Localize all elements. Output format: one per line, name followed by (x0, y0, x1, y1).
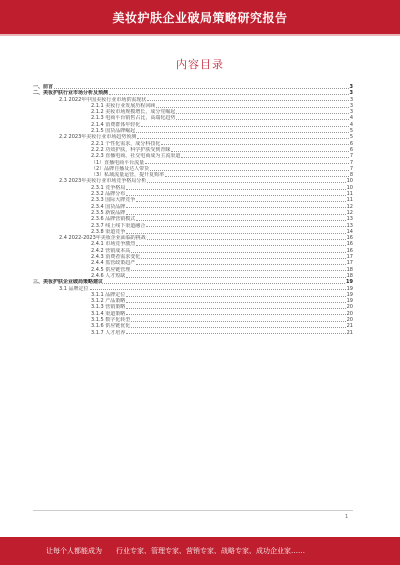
header-divider (0, 34, 400, 36)
toc-leader-dots (145, 163, 349, 164)
page-number: 1 (345, 514, 349, 520)
toc-entry-page: 10 (346, 184, 353, 191)
toc-entry-page: 3 (349, 102, 353, 109)
footer-slogan: 让每个人都能成为 (46, 547, 102, 555)
toc-leader-dots (126, 314, 345, 315)
toc-entry-title: 3.1.6 供应链优化 (91, 323, 131, 330)
toc-entry-page: 3 (349, 90, 353, 97)
toc-leader-dots (141, 126, 349, 127)
toc-entry-title: 2.1.2 美妆市场规模增长，成分党崛起 (91, 109, 176, 116)
toc-entry-page: 10 (346, 178, 353, 185)
toc-entry-title: 2.4.3 消费者需求变化 (91, 254, 141, 261)
toc-entry[interactable] (33, 330, 353, 336)
toc-leader-dots (126, 233, 345, 234)
report-title: 美妆护肤企业破局策略研究报告 (112, 10, 288, 25)
toc-entry-title: 2.3 2023年美妆行业市场竞争格局分析 (59, 178, 147, 185)
toc-entry-title: 2.4.1 市场竞争激烈 (91, 241, 136, 248)
toc-leader-dots (147, 182, 345, 183)
toc-entry-page: 7 (349, 165, 353, 172)
toc-entry-page: 5 (349, 128, 353, 135)
toc-entry-title: 3.1.7 人才培养 (91, 329, 126, 336)
toc-entry-page: 18 (346, 272, 353, 279)
toc-leader-dots (150, 170, 349, 171)
toc-entry-page: 19 (346, 298, 353, 305)
toc-entry-title: 2.1 2022年中国美妆行业市场供需现状 (59, 96, 147, 103)
toc-entry-title: 3.1.2 产品策略 (91, 298, 126, 305)
toc-entry-page: 21 (346, 323, 353, 330)
toc-entry-page: 19 (346, 291, 353, 298)
toc-heading: 内容目录 (176, 58, 224, 71)
toc-leader-dots (131, 321, 345, 322)
toc-entry-title: 3.1.3 营销策略 (91, 304, 126, 311)
toc-leader-dots (131, 327, 345, 328)
toc-leader-dots (156, 107, 348, 108)
footer-divider (33, 510, 353, 511)
toc-leader-dots (176, 113, 348, 114)
toc-leader-dots (109, 94, 349, 95)
toc-entry-title: 2.1.3 电商平台销售占比，高端化趋势 (91, 115, 176, 122)
toc-entry-page: 11 (346, 197, 353, 204)
toc-entry-page: 16 (346, 247, 353, 254)
toc-entry-title: 2.1.5 国货品牌崛起 (91, 128, 136, 135)
toc-entry-page: 11 (346, 191, 353, 198)
toc-entry-page: 12 (346, 203, 353, 210)
toc-entry-page: 16 (346, 235, 353, 242)
toc-entry-title: 2.3.5 新锐品牌 (91, 209, 126, 216)
toc-entry-title: 2.3.4 国货品牌 (91, 203, 126, 210)
toc-leader-dots (136, 245, 345, 246)
toc-entry-title: （1）直播电商平台流量 (91, 159, 145, 166)
toc-entry-page: 5 (349, 134, 353, 141)
toc-leader-dots (176, 119, 348, 120)
toc-entry-title: 2.4.5 供应链管理 (91, 266, 131, 273)
header-bar (0, 0, 400, 34)
toc-leader-dots (126, 333, 345, 334)
toc-leader-dots (146, 226, 345, 227)
toc-leader-dots (54, 88, 349, 89)
toc-entry-title: 3.1.4 渠道策略 (91, 310, 126, 317)
toc-entry-page: 20 (346, 316, 353, 323)
toc-leader-dots (131, 270, 345, 271)
toc-entry-page: 19 (346, 279, 353, 286)
toc-entry-page: 19 (346, 285, 353, 292)
toc-leader-dots (126, 308, 345, 309)
toc-entry-page: 16 (346, 241, 353, 248)
toc-entry-page: 20 (346, 310, 353, 317)
toc-entry-page: 3 (349, 109, 353, 116)
toc-leader-dots (104, 283, 345, 284)
toc-leader-dots (136, 201, 345, 202)
toc-entry-page: 18 (346, 266, 353, 273)
toc-leader-dots (181, 157, 348, 158)
toc-entry-title: 二、美妆护肤行业市场分析及预测 (33, 90, 109, 97)
toc-entry-title: 2.3.7 线上线下渠道融合 (91, 222, 146, 229)
toc-entry-title: （2）品牌自播及达人带货 (91, 165, 150, 172)
toc-entry-title: 三、美妆护肤企业破局策略建议 (33, 279, 104, 286)
toc-entry-title: 2.4.6 人才短缺 (91, 272, 126, 279)
toc-entry-title: 2.3.3 国际大牌竞争 (91, 197, 136, 204)
toc-entry-title: （3）私域流量运营，提升复购率 (91, 172, 165, 179)
toc-entry-page: 3 (349, 96, 353, 103)
toc-entry-title: 2.3.1 竞争格局 (91, 184, 126, 191)
toc-leader-dots (161, 144, 348, 145)
toc-entry-page: 4 (349, 121, 353, 128)
toc-entry-title: 3.1.5 数字化转型 (91, 316, 131, 323)
toc-leader-dots (147, 239, 346, 240)
toc-leader-dots (136, 264, 345, 265)
toc-leader-dots (90, 289, 346, 290)
toc-leader-dots (131, 252, 345, 253)
toc-entry-page: 3 (349, 84, 353, 90)
toc-leader-dots (126, 189, 345, 190)
toc-entry-title: 2.3.2 品牌分布 (91, 191, 126, 198)
toc-entry-title: 2.4.4 监管政策趋严 (91, 260, 136, 267)
toc-entry-title: 2.3.6 品牌营销模式 (91, 216, 136, 223)
toc-entry-title: 2.3.8 渠道竞争 (91, 228, 126, 235)
toc-entry-page: 8 (349, 172, 353, 179)
toc-leader-dots (136, 220, 345, 221)
toc-leader-dots (126, 207, 345, 208)
toc-entry-page: 12 (346, 209, 353, 216)
toc-leader-dots (126, 195, 345, 196)
toc-entry-page: 13 (346, 216, 353, 223)
toc-leader-dots (126, 296, 345, 297)
toc-entry-page: 21 (346, 329, 353, 336)
toc-entry-page: 20 (346, 304, 353, 311)
toc-entry-title: 一、前言 (33, 84, 54, 90)
toc-leader-dots (165, 176, 349, 177)
table-of-contents (33, 84, 353, 336)
toc-entry-title: 2.2.1 个性化需求，成分科技化 (91, 140, 161, 147)
toc-entry-title: 2.1.4 消费群体年轻化 (91, 121, 141, 128)
toc-entry-title: 2.1.1 美妆行业发展历程回顾 (91, 102, 156, 109)
toc-entry-title: 2.2 2023年美妆行业市场趋势预测 (59, 134, 137, 141)
toc-entry-page: 17 (346, 254, 353, 261)
toc-entry-title: 3.1.1 品牌定位 (91, 291, 126, 298)
toc-entry-title: 2.2.2 功效护肤，科学护肤受到青睐 (91, 146, 171, 153)
toc-leader-dots (136, 132, 349, 133)
toc-leader-dots (126, 302, 345, 303)
toc-entry-page: 7 (349, 153, 353, 160)
toc-entry-title: 2.2.3 直播电商、社交电商成为主流渠道 (91, 153, 181, 160)
toc-leader-dots (137, 138, 349, 139)
toc-entry-page: 13 (346, 222, 353, 229)
toc-entry-page: 7 (349, 159, 353, 166)
toc-leader-dots (141, 258, 345, 259)
toc-leader-dots (126, 277, 345, 278)
toc-leader-dots (171, 151, 348, 152)
footer-roles: 行业专家、管理专家、营销专家、战略专家、成功企业家…… (116, 547, 305, 555)
toc-entry-page: 4 (349, 115, 353, 122)
toc-entry-page: 6 (349, 140, 353, 147)
toc-leader-dots (126, 214, 345, 215)
toc-entry-title: 2.4 2022-2023年美妆企业面临的挑战 (59, 235, 146, 242)
footer-bar (0, 537, 400, 565)
toc-leader-dots (147, 100, 349, 101)
toc-entry-page: 6 (349, 146, 353, 153)
toc-entry-page: 17 (346, 260, 353, 267)
toc-entry-title: 2.4.2 营销成本高 (91, 247, 131, 254)
toc-entry-title: 3.1 品牌定位 (59, 285, 89, 292)
toc-entry-page: 14 (346, 228, 353, 235)
